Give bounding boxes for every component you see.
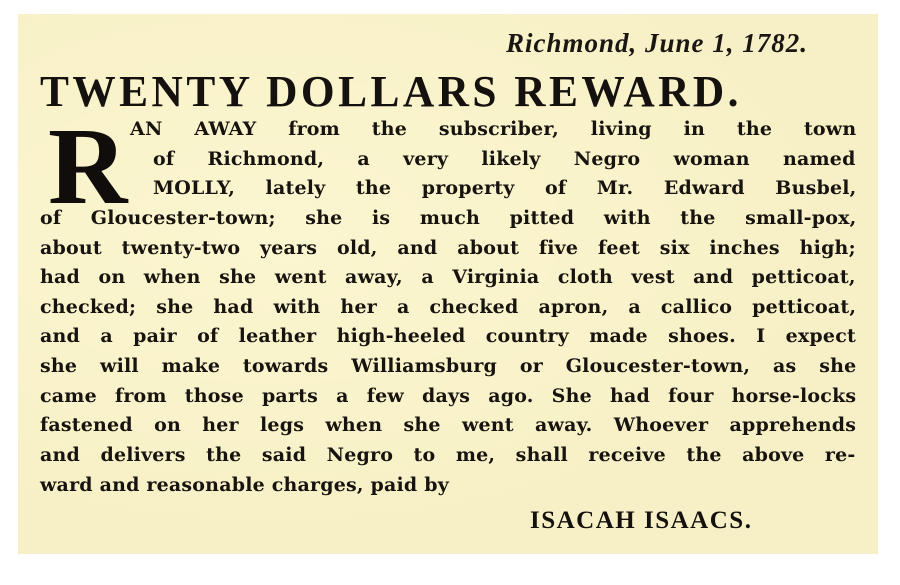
body-line-10: came from those parts a few days ago. She had four horse-locks (40, 385, 857, 407)
body-line-11: fastened on her legs when she went away. Whoever apprehends (40, 414, 857, 436)
signature: ISACAH ISAACS. (530, 507, 753, 534)
body-line-3: MOLLY, lately the property of Mr. Edward Busbel, (153, 177, 857, 199)
body-line-9: she will make towards Williamsburg or Gloucester-town, as she (40, 355, 857, 377)
body-line-2: of Richmond, a very likely Negro woman named (153, 148, 856, 170)
drop-cap: R (48, 105, 128, 227)
body-line-7: checked; she had with her a checked apron, a callico petticoat, (40, 296, 857, 318)
body-line-5: about twenty-two years old, and about five feet six inches high; (40, 237, 856, 259)
body-line-4: of Gloucester-town; she is much pitted with the small-pox, (40, 207, 857, 229)
body-line-8: and a pair of leather high-heeled country made shoes. I expect (40, 325, 856, 347)
dateline: Richmond, June 1, 1782. (505, 28, 808, 58)
body-line-6: had on when she went away, a Virginia cloth vest and petticoat, (40, 266, 856, 288)
headline: TWENTY DOLLARS REWARD. (40, 67, 742, 116)
body-line-12: and delivers the said Negro to me, shall receive the above re- (40, 444, 856, 466)
newspaper-advertisement (18, 14, 878, 554)
body-line-1: AN AWAY from the subscriber, living in the town (130, 118, 857, 140)
body-line-13: ward and reasonable charges, paid by (40, 474, 449, 496)
